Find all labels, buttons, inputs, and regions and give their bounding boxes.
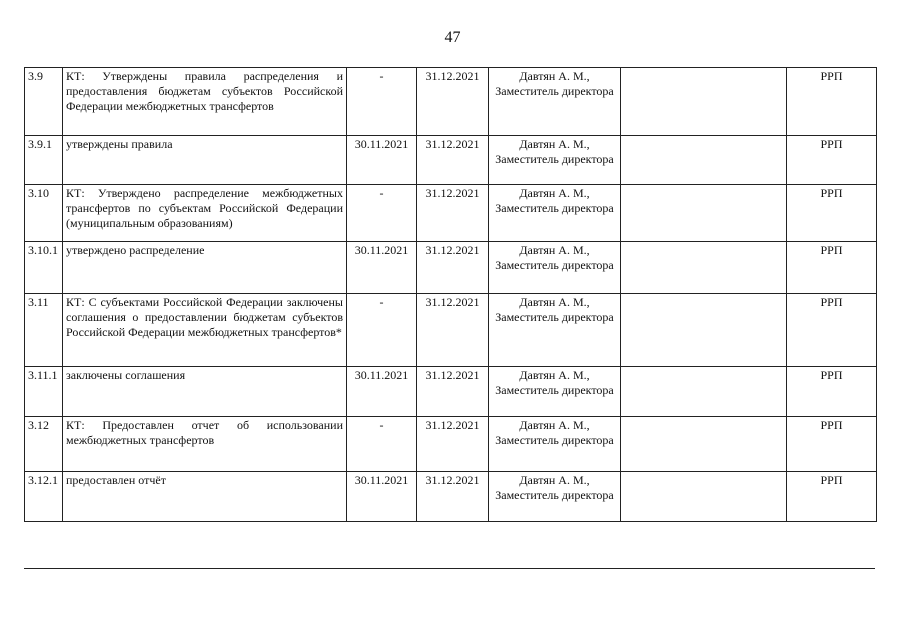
start-date: 30.11.2021: [347, 367, 417, 417]
start-date: 30.11.2021: [347, 136, 417, 185]
document-cell: [621, 242, 787, 294]
document-cell: [621, 136, 787, 185]
document-cell: [621, 472, 787, 522]
start-date: 30.11.2021: [347, 242, 417, 294]
row-title: КТ: Предоставлен отчет об использовании межбюджетных трансфертов: [63, 417, 347, 472]
document-cell: [621, 417, 787, 472]
end-date: 31.12.2021: [417, 185, 489, 242]
start-date: -: [347, 185, 417, 242]
control-level: РРП: [787, 242, 877, 294]
control-level: РРП: [787, 68, 877, 136]
end-date: 31.12.2021: [417, 367, 489, 417]
start-date: -: [347, 68, 417, 136]
responsible: Давтян А. М., Заместитель директора: [489, 185, 621, 242]
table-row: [25, 185, 877, 242]
table-row: [25, 472, 877, 522]
end-date: 31.12.2021: [417, 242, 489, 294]
row-title: КТ: С субъектами Российской Федерации заключены соглашения о предоставлении бюджетам субъектов Российской Федерации межбюджетных трансфертов*: [63, 294, 347, 367]
row-title: заключены соглашения: [63, 367, 347, 417]
row-title: утверждено распределение: [63, 242, 347, 294]
control-level: РРП: [787, 472, 877, 522]
table-row: [25, 367, 877, 417]
row-number: 3.9: [25, 68, 63, 136]
start-date: -: [347, 417, 417, 472]
responsible: Давтян А. М., Заместитель директора: [489, 294, 621, 367]
document-cell: [621, 367, 787, 417]
end-date: 31.12.2021: [417, 472, 489, 522]
plan-table: [24, 67, 877, 522]
responsible: Давтян А. М., Заместитель директора: [489, 242, 621, 294]
table-row: [25, 417, 877, 472]
table-row: [25, 68, 877, 136]
document-cell: [621, 294, 787, 367]
row-number: 3.11.1: [25, 367, 63, 417]
start-date: -: [347, 294, 417, 367]
row-number: 3.12: [25, 417, 63, 472]
table-row: [25, 294, 877, 367]
footer-divider: [24, 568, 875, 569]
responsible: Давтян А. М., Заместитель директора: [489, 417, 621, 472]
row-number: 3.10: [25, 185, 63, 242]
end-date: 31.12.2021: [417, 68, 489, 136]
row-title: утверждены правила: [63, 136, 347, 185]
row-number: 3.12.1: [25, 472, 63, 522]
responsible: Давтян А. М., Заместитель директора: [489, 367, 621, 417]
control-level: РРП: [787, 367, 877, 417]
control-level: РРП: [787, 185, 877, 242]
end-date: 31.12.2021: [417, 294, 489, 367]
row-number: 3.10.1: [25, 242, 63, 294]
responsible: Давтян А. М., Заместитель директора: [489, 472, 621, 522]
document-cell: [621, 68, 787, 136]
responsible: Давтян А. М., Заместитель директора: [489, 136, 621, 185]
end-date: 31.12.2021: [417, 417, 489, 472]
control-level: РРП: [787, 417, 877, 472]
table-row: [25, 242, 877, 294]
row-number: 3.9.1: [25, 136, 63, 185]
responsible: Давтян А. М., Заместитель директора: [489, 68, 621, 136]
row-number: 3.11: [25, 294, 63, 367]
row-title: КТ: Утверждены правила распределения и предоставления бюджетам субъектов Российской Федерации межбюджетных трансфертов: [63, 68, 347, 136]
row-title: КТ: Утверждено распределение межбюджетных трансфертов по субъектам Российской Федерации (муниципальным образованиям): [63, 185, 347, 242]
control-level: РРП: [787, 136, 877, 185]
start-date: 30.11.2021: [347, 472, 417, 522]
page-number: 47: [444, 29, 461, 46]
end-date: 31.12.2021: [417, 136, 489, 185]
document-cell: [621, 185, 787, 242]
row-title: предоставлен отчёт: [63, 472, 347, 522]
control-level: РРП: [787, 294, 877, 367]
table-row: [25, 136, 877, 185]
